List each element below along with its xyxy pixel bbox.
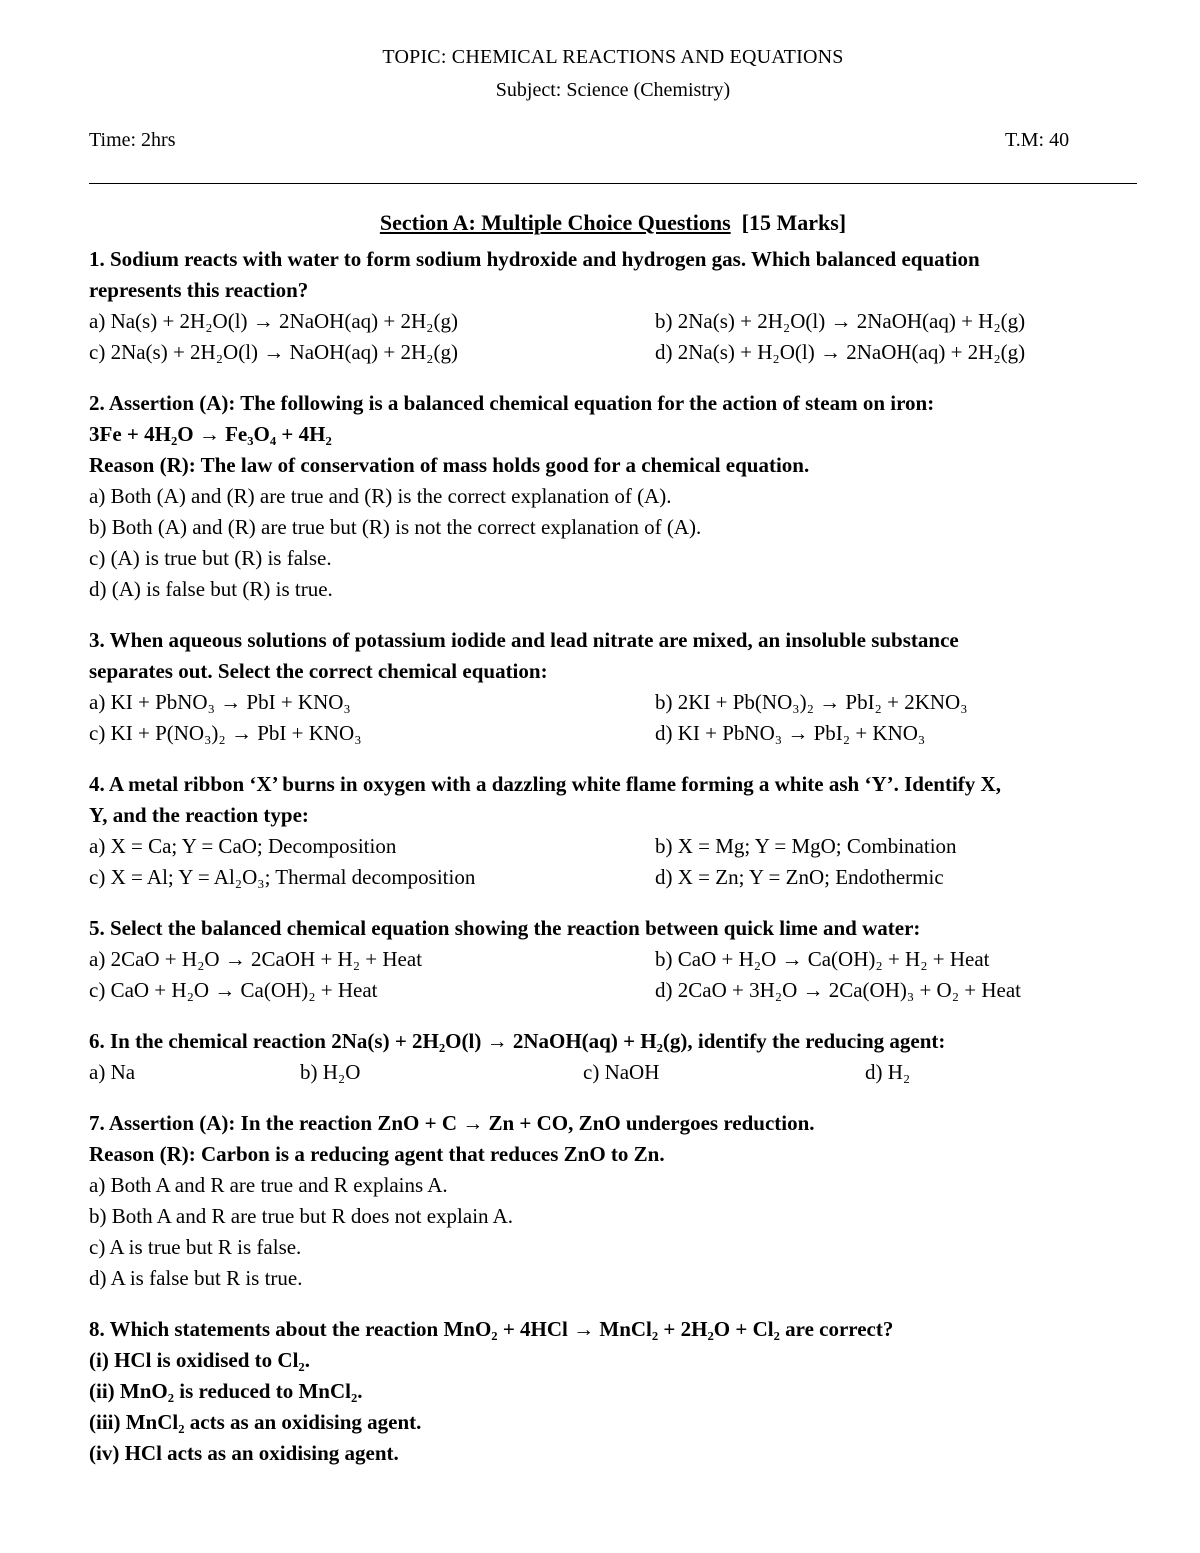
q8-statement-i: (i) HCl is oxidised to Cl₂. (89, 1348, 310, 1372)
subject-line: Subject: Science (Chemistry) (495, 79, 731, 101)
q5-option-d: d) 2CaO + 3H₂O → 2Ca(OH)₃ + O₂ + Heat (655, 978, 1022, 1002)
q3-option-c: c) KI + P(NO₃)₂ → PbI + KNO₃ (89, 721, 362, 745)
q4-stem-line1: 4. A metal ribbon ‘X’ burns in oxygen with a dazzling white flame forming a white ash ‘Y’. Identify X, (89, 772, 1001, 796)
section-title: Section A: Multiple Choice Questions (379, 210, 731, 235)
q8-statement-iv: (iv) HCl acts as an oxidising agent. (89, 1441, 399, 1465)
q7-assertion: 7. Assertion (A): In the reaction ZnO + C → Zn + CO, ZnO undergoes reduction. (89, 1111, 815, 1135)
q2-assertion: 2. Assertion (A): The following is a balanced chemical equation for the action of steam on iron: (89, 391, 935, 415)
q2-option-a: a) Both (A) and (R) are true and (R) is the correct explanation of (A). (89, 484, 672, 508)
q5-option-a: a) 2CaO + H₂O → 2CaOH + H₂ + Heat (89, 947, 423, 971)
q3-stem-line2: separates out. Select the correct chemical equation: (89, 659, 548, 683)
q1-stem-line2: represents this reaction? (89, 278, 309, 302)
q4-stem-line2: Y, and the reaction type: (89, 803, 309, 827)
q1-option-c: c) 2Na(s) + 2H₂O(l) → NaOH(aq) + 2H₂(g) (89, 340, 458, 364)
topic-title: TOPIC: CHEMICAL REACTIONS AND EQUATIONS (382, 46, 844, 68)
q2-reason: Reason (R): The law of conservation of mass holds good for a chemical equation. (89, 453, 810, 477)
q6-option-c: c) NaOH (583, 1060, 660, 1084)
q3-option-d: d) KI + PbNO₃ → PbI₂ + KNO₃ (655, 721, 926, 745)
q4-option-d: d) X = Zn; Y = ZnO; Endothermic (655, 865, 944, 889)
q1-option-a: a) Na(s) + 2H₂O(l) → 2NaOH(aq) + 2H₂(g) (89, 309, 458, 333)
q6-option-b: b) H₂O (300, 1060, 361, 1084)
q7-reason: Reason (R): Carbon is a reducing agent that reduces ZnO to Zn. (89, 1142, 665, 1166)
q8-statement-iii: (iii) MnCl₂ acts as an oxidising agent. (89, 1410, 422, 1434)
q1-option-b: b) 2Na(s) + 2H₂O(l) → 2NaOH(aq) + H₂(g) (655, 309, 1026, 333)
q1-option-d: d) 2Na(s) + H₂O(l) → 2NaOH(aq) + 2H₂(g) (655, 340, 1026, 364)
q7-option-b: b) Both A and R are true but R does not explain A. (89, 1204, 514, 1228)
q7-option-c: c) A is true but R is false. (89, 1235, 302, 1259)
q2-option-c: c) (A) is true but (R) is false. (89, 546, 332, 570)
q4-option-c: c) X = Al; Y = Al₂O₃; Thermal decomposition (89, 865, 476, 889)
time-allowed: Time: 2hrs (89, 129, 176, 151)
q5-stem: 5. Select the balanced chemical equation showing the reaction between quick lime and water: (89, 916, 921, 940)
q8-stem: 8. Which statements about the reaction MnO₂ + 4HCl → MnCl₂ + 2H₂O + Cl₂ are correct? (89, 1317, 894, 1341)
q6-stem: 6. In the chemical reaction 2Na(s) + 2H₂O(l) → 2NaOH(aq) + H₂(g), identify the reducing agent: (89, 1029, 946, 1053)
q4-option-b: b) X = Mg; Y = MgO; Combination (655, 834, 957, 858)
header-divider (89, 183, 1137, 184)
section-marks: [15 Marks] (741, 210, 847, 235)
q3-stem-line1: 3. When aqueous solutions of potassium iodide and lead nitrate are mixed, an insoluble substance (89, 628, 959, 652)
q2-option-d: d) (A) is false but (R) is true. (89, 577, 333, 601)
q1-stem-line1: 1. Sodium reacts with water to form sodium hydroxide and hydrogen gas. Which balanced equation (89, 247, 980, 271)
q2-equation: 3Fe + 4H₂O → Fe₃O₄ + 4H₂ (89, 422, 332, 446)
q6-option-d: d) H₂ (865, 1060, 911, 1084)
q3-option-b: b) 2KI + Pb(NO₃)₂ → PbI₂ + 2KNO₃ (655, 690, 968, 714)
section-heading (0, 210, 1200, 236)
q7-option-a: a) Both A and R are true and R explains A. (89, 1173, 448, 1197)
q6-option-a: a) Na (89, 1060, 136, 1084)
q8-statement-ii: (ii) MnO₂ is reduced to MnCl₂. (89, 1379, 363, 1403)
q2-option-b: b) Both (A) and (R) are true but (R) is not the correct explanation of (A). (89, 515, 702, 539)
q5-option-b: b) CaO + H₂O → Ca(OH)₂ + H₂ + Heat (655, 947, 990, 971)
q5-option-c: c) CaO + H₂O → Ca(OH)₂ + Heat (89, 978, 378, 1002)
q4-option-a: a) X = Ca; Y = CaO; Decomposition (89, 834, 397, 858)
q7-option-d: d) A is false but R is true. (89, 1266, 303, 1290)
total-marks: T.M: 40 (1005, 129, 1070, 151)
q3-option-a: a) KI + PbNO₃ → PbI + KNO₃ (89, 690, 351, 714)
